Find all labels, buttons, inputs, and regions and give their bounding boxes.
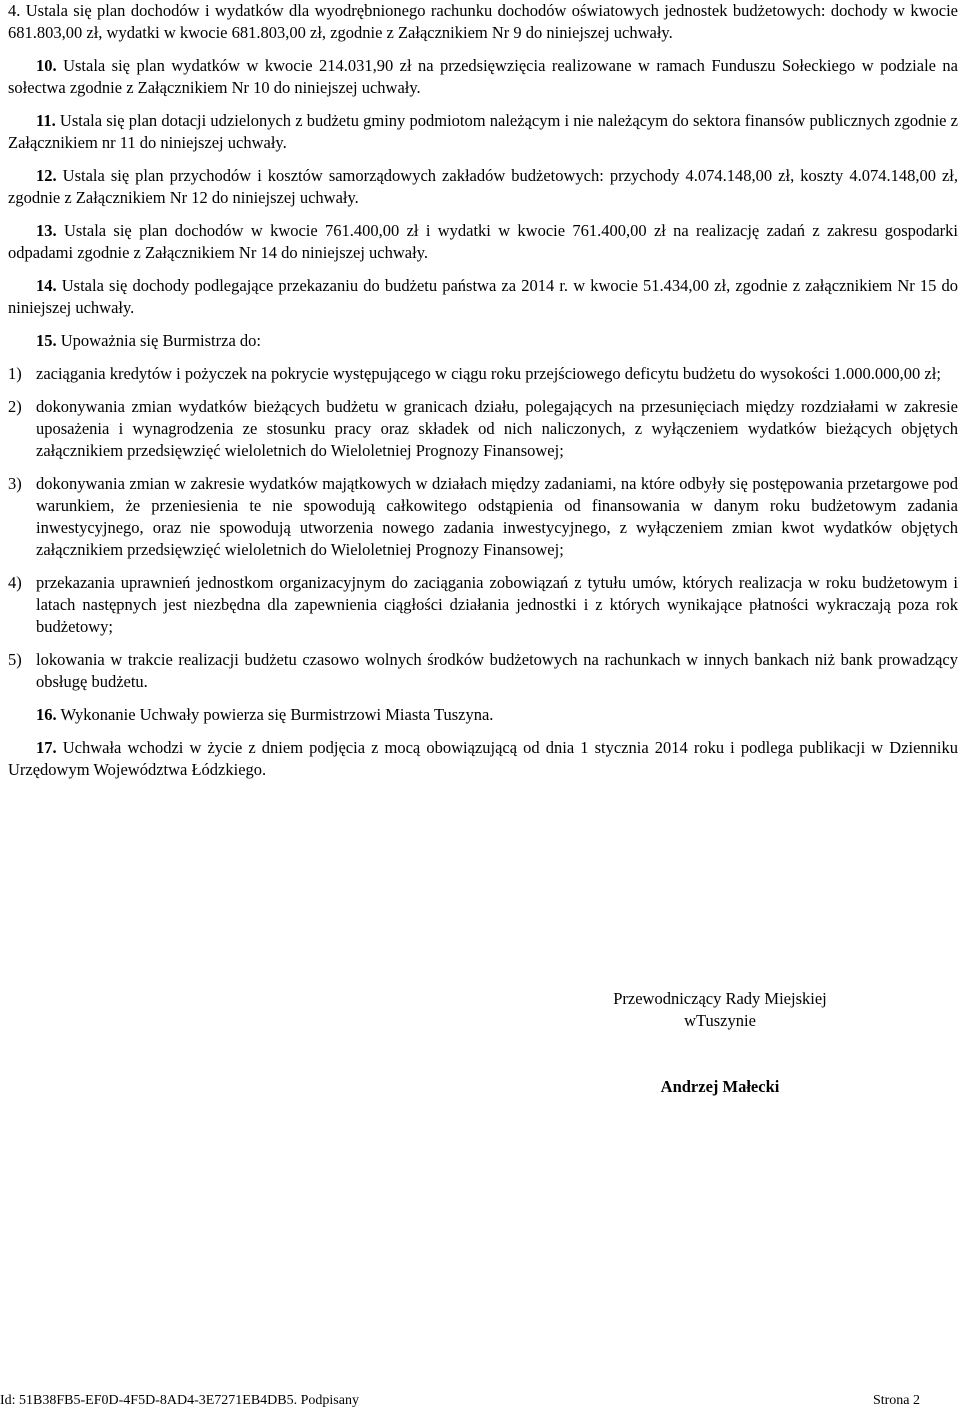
paragraph-text: Ustala się plan dotacji udzielonych z budżetu gminy podmiotom należącym i nie należącym do sektora finansów publicznych zgodnie z Załącznikiem nr 11 do niniejszej uchwały. xyxy=(8,111,958,152)
paragraph-4 xyxy=(8,0,958,44)
paragraph-text: Ustala się plan przychodów i kosztów samorządowych zakładów budżetowych: przychody 4.074.148,00 zł, koszty 4.074.148,00 zł, zgodnie z Załącznikiem Nr 12 do niniejszej uchwały. xyxy=(8,166,959,207)
paragraph-number: 16. xyxy=(36,705,57,724)
paragraph-text: Ustala się plan dochodów w kwocie 761.400,00 zł i wydatki w kwocie 761.400,00 zł na realizację zadań z zakresu gospodarki odpadami zgodnie z Załącznikiem Nr 14 do niniejszej uchwały. xyxy=(8,221,959,262)
paragraph-number: 15. xyxy=(36,331,57,350)
paragraph-number: 11. xyxy=(36,111,56,130)
signature-title-line1: Przewodniczący Rady Miejskiej xyxy=(613,989,827,1008)
document-id: Id: 51B38FB5-EF0D-4F5D-8AD4-3E7271EB4DB5. Podpisany xyxy=(0,1393,359,1408)
item-text: przekazania uprawnień jednostkom organizacyjnym do zaciągania zobowiązań z tytułu umów, których realizacja w roku budżetowym i latach następnych jest niezbędna dla zapewnienia ciągłości działania jednostki i z których wynikające płatności wykraczają poza rok budżetowy; xyxy=(36,573,958,636)
paragraph-12 xyxy=(8,165,958,209)
paragraph-16 xyxy=(8,704,958,726)
item-number: 5) xyxy=(8,650,22,669)
paragraph-11 xyxy=(8,110,958,154)
authorization-item-2 xyxy=(8,396,958,462)
item-text: dokonywania zmian wydatków bieżących budżetu w granicach działu, polegających na przesunięciach między rozdziałami w zakresie uposażenia i wynagrodzenia ze stosunku pracy oraz składek od nich naliczonych, z wyłączeniem wydatków bieżących objętych załącznikiem przedsięwzięć wieloletnich do Wieloletniej Prognozy Finansowej; xyxy=(36,397,958,460)
item-number: 3) xyxy=(8,474,22,493)
paragraph-text: Uchwała wchodzi w życie z dniem podjęcia z mocą obowiązującą od dnia 1 stycznia 2014 roku i podlega publikacji w Dzienniku Urzędowym Województwa Łódzkiego. xyxy=(8,738,959,779)
item-number: 2) xyxy=(8,397,22,416)
paragraph-text: Ustala się plan dochodów i wydatków dla wyodrębnionego rachunku dochodów oświatowych jednostek budżetowych: dochody w kwocie 681.803,00 zł, wydatki w kwocie 681.803,00 zł, zgodnie z Załącznikiem Nr 9 do niniejszej uchwały. xyxy=(8,1,958,42)
item-text: zaciągania kredytów i pożyczek na pokrycie występującego w ciągu roku przejściowego deficytu budżetu do wysokości 1.000.000,00 zł; xyxy=(36,364,941,383)
page-number: Strona 2 xyxy=(872,1393,920,1408)
authorization-item-3 xyxy=(8,473,958,561)
paragraph-15 xyxy=(8,330,958,352)
item-text: dokonywania zmian w zakresie wydatków majątkowych w działach między zadaniami, na które odbyły się postępowania przetargowe pod warunkiem, że przeniesienia te nie spowodują całkowitego odstąpienia od finansowania w danym roku budżetowym zadania inwestycyjnego, oraz nie spowodują utworzenia nowego zadania inwestycyjnego, z wyłączeniem zmian kwot wydatków objętych załącznikiem przedsięwzięć wieloletnich do Wieloletniej Prognozy Finansowej; xyxy=(36,474,958,559)
paragraph-number: 13. xyxy=(36,221,57,240)
item-number: 4) xyxy=(8,573,22,592)
paragraph-14 xyxy=(8,275,958,319)
item-text: lokowania w trakcie realizacji budżetu czasowo wolnych środków budżetowych na rachunkach w innych bankach niż bank prowadzący obsługę budżetu. xyxy=(36,650,958,691)
paragraph-number: 14. xyxy=(36,276,57,295)
paragraph-text: Ustala się dochody podlegające przekazaniu do budżetu państwa za 2014 r. w kwocie 51.434,00 zł, zgodnie z załącznikiem Nr 15 do niniejszej uchwały. xyxy=(8,276,959,317)
paragraph-13 xyxy=(8,220,958,264)
signature-title-line2: wTuszynie xyxy=(684,1011,756,1030)
item-number: 1) xyxy=(8,364,22,383)
paragraph-number: 12. xyxy=(36,166,57,185)
paragraph-text: Upoważnia się Burmistrza do: xyxy=(60,331,261,350)
paragraph-17 xyxy=(8,737,958,781)
paragraph-number: 4. xyxy=(8,1,21,20)
document-page xyxy=(8,0,958,792)
paragraph-number: 10. xyxy=(36,56,57,75)
authorization-item-5 xyxy=(8,649,958,693)
paragraph-text: Ustala się plan wydatków w kwocie 214.031,90 zł na przedsięwzięcia realizowane w ramach Funduszu Sołeckiego w podziale na sołectwa zgodnie z Załącznikiem Nr 10 do niniejszej uchwały. xyxy=(8,56,959,97)
signature-block xyxy=(560,988,880,1098)
authorization-item-4 xyxy=(8,572,958,638)
paragraph-number: 17. xyxy=(36,738,57,757)
authorization-item-1 xyxy=(8,363,958,385)
signatory-name: Andrzej Małecki xyxy=(660,1077,780,1096)
paragraph-10 xyxy=(8,55,958,99)
paragraph-text: Wykonanie Uchwały powierza się Burmistrzowi Miasta Tuszyna. xyxy=(60,705,494,724)
